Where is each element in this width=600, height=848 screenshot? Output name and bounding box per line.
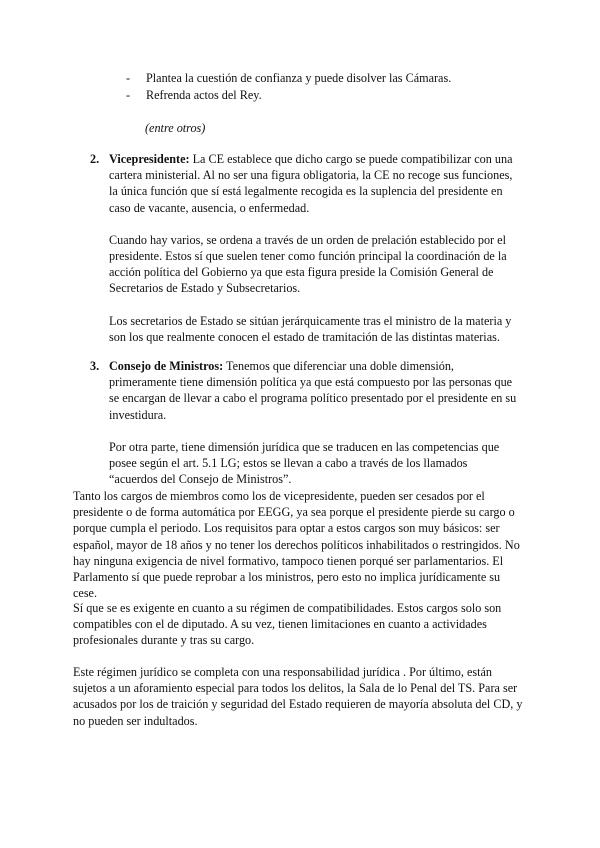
item-paragraph <box>109 151 518 216</box>
bullet-text: Refrenda actos del Rey. <box>146 88 262 102</box>
bullet-marker: - <box>126 88 131 102</box>
item-paragraph: Cuando hay varios, se ordena a través de un orden de prelación establecido por el presidente. Estos sí que suelen tener como función principal la coordinación de la acción política del Gobierno ya que esta figura preside la Comisión General de Secretarios de Estado y Subsecretarios. <box>109 232 507 296</box>
list-item <box>126 87 566 104</box>
bullet-marker: - <box>126 71 131 85</box>
bullet-text: Plantea la cuestión de confianza y puede disolver las Cámaras. <box>146 71 452 85</box>
item-paragraph: Por otra parte, tiene dimensión jurídica que se traducen en las competencias que posee según el art. 5.1 LG; estos se llevan a cabo a través de los llamados “acuerdos del Consejo de Ministros”. <box>109 439 500 487</box>
numbered-item-consejo-de-ministros <box>90 358 518 487</box>
body-paragraph: Tanto los cargos de miembros como los de vicepresidente, pueden ser cesados por el presidente o de forma automática por EEGG, ya sea porque el presidente pierde su cargo o porque cumpla el periodo. Los requisitos para optar a estos cargos son muy básicos: ser español, mayor de 18 años y no tener los derechos políticos inhabilitados o restringidos. No hay ninguna exigencia de nivel formativo, tampoco tienen porqué ser parlamentarios. El Parlamento sí que puede reprobar a los ministros, pero esto no implica jurídicamente su cese. <box>73 489 520 601</box>
item-number: 2. <box>90 152 100 166</box>
item-title: Vicepresidente: <box>109 152 190 166</box>
item-text: Tenemos que diferenciar una doble dimensión, primeramente tiene dimensión política ya que está compuesto por las personas que se encargan de llevar a cabo el programa político presentado por el presidente en su investidura. <box>109 359 517 422</box>
bullet-list <box>126 70 566 104</box>
item-number: 3. <box>90 359 100 373</box>
body-paragraph: Este régimen jurídico se completa con una responsabilidad jurídica . Por último, están sujetos a un aforamiento especial para todos los delitos, la Sala de lo Penal del TS. Para ser acusados por los de traición y seguridad del Estado requieren de mayoría absoluta del CD, y no pueden ser indultados. <box>73 665 523 728</box>
item-paragraph: Los secretarios de Estado se sitúan jerárquicamente tras el ministro de la materia y son los que realmente conocen el estado de tramitación de las distintas materias. <box>109 313 512 344</box>
body-paragraph: Sí que se es exigente en cuanto a su régimen de compatibilidades. Estos cargos solo son compatibles con el de diputado. A su vez, tienen limitaciones en cuanto a actividades profesionales durante y tras su cargo. <box>73 601 502 648</box>
item-title: Consejo de Ministros: <box>109 359 224 373</box>
item-text: La CE establece que dicho cargo se puede compatibilizar con una cartera ministerial. Al no ser una figura obligatoria, la CE no recoge sus funciones, la única función que sí está legalmente recogida es la suplencia del presidente en caso de vacante, ausencia, o enfermedad. <box>109 152 513 215</box>
entre-otros-note: (entre otros) <box>145 121 206 135</box>
list-item <box>126 70 566 87</box>
numbered-item-vicepresidente <box>90 151 518 345</box>
item-paragraph <box>109 358 518 423</box>
